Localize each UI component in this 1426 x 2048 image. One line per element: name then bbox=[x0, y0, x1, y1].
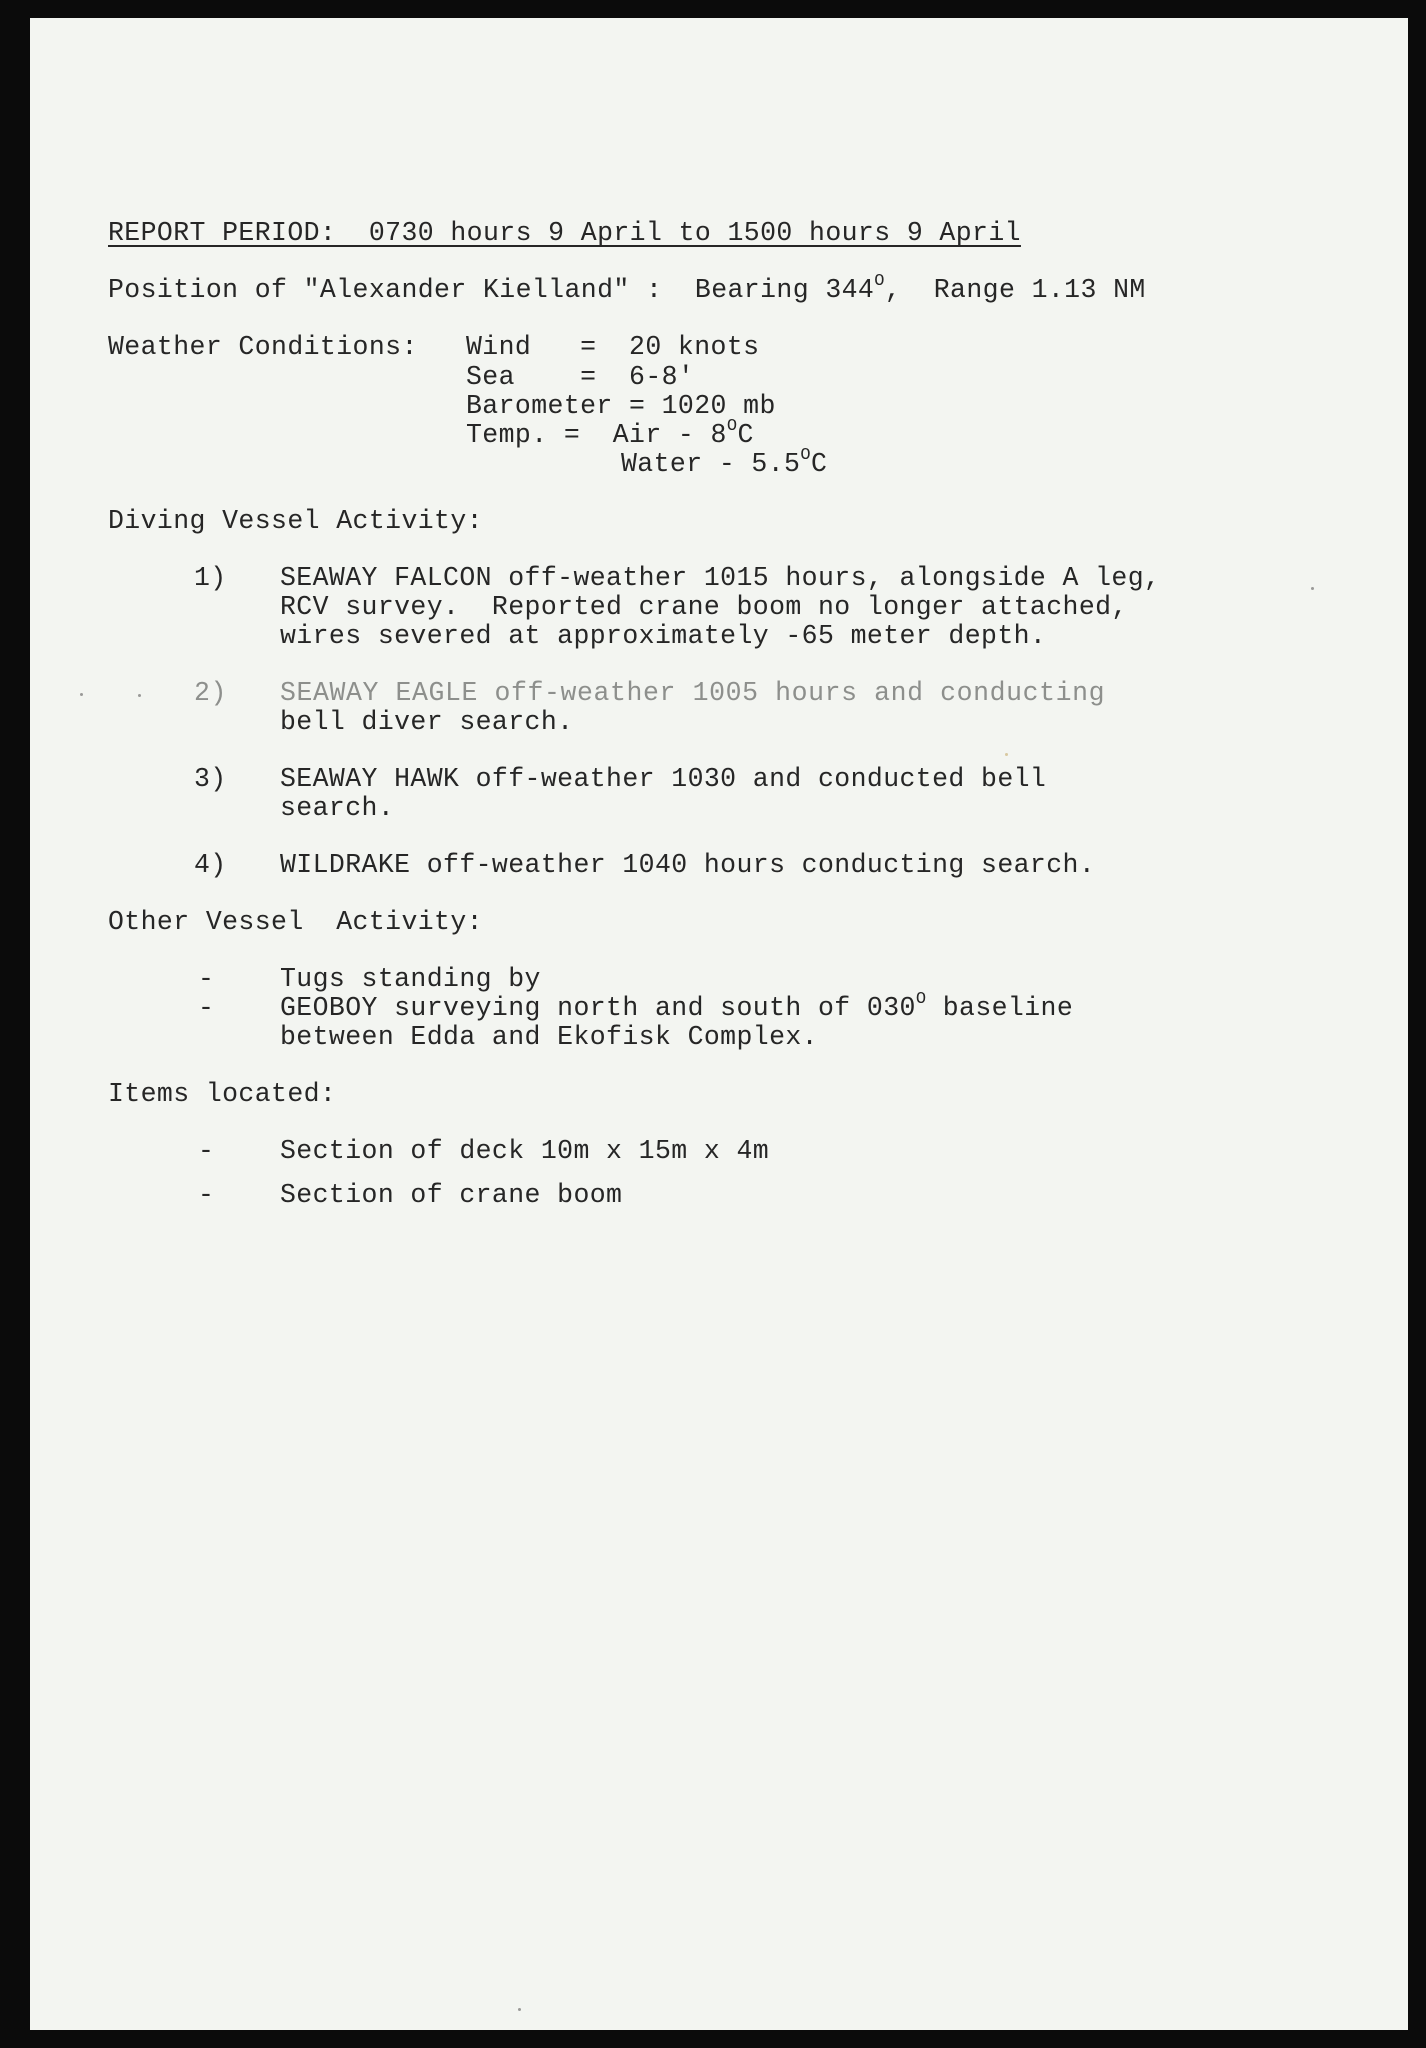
document-page bbox=[30, 18, 1408, 2030]
degree-mark: O bbox=[874, 272, 885, 291]
located-item: Section of deck 10m x 15m x 4m bbox=[280, 1136, 770, 1166]
other-item-tugs: Tugs standing by bbox=[280, 964, 541, 994]
located-item: Section of crane boom bbox=[280, 1180, 623, 1210]
other-item-geoboy bbox=[280, 990, 1074, 1023]
other-vessel-heading: Other Vessel Activity: bbox=[108, 907, 483, 937]
list-dash: - bbox=[198, 993, 215, 1023]
diving-item-line: bell diver search. bbox=[280, 707, 574, 737]
list-dash: - bbox=[198, 964, 215, 994]
weather-sea: Sea = 6-8' bbox=[466, 362, 695, 392]
diving-item-line: WILDRAKE off-weather 1040 hours conducting search. bbox=[280, 850, 1096, 880]
list-dash: - bbox=[198, 1136, 215, 1166]
diving-item-line: SEAWAY EAGLE off-weather 1005 hours and conducting bbox=[280, 678, 1106, 708]
scan-speck bbox=[1005, 753, 1008, 756]
other-item-geoboy-line2: between Edda and Ekofisk Complex. bbox=[280, 1022, 818, 1052]
temp-water-text: Water - 5.5 bbox=[621, 449, 801, 479]
diving-item-line: SEAWAY FALCON off-weather 1015 hours, alongside A leg, bbox=[280, 563, 1161, 593]
scan-speck bbox=[1311, 587, 1314, 590]
temp-air-text: Temp. = Air - 8 bbox=[466, 420, 727, 450]
scan-speck bbox=[80, 693, 83, 696]
diving-item-line: RCV survey. Reported crane boom no longer attached, bbox=[280, 592, 1128, 622]
diving-heading: Diving Vessel Activity: bbox=[108, 506, 483, 536]
scan-speck bbox=[138, 694, 141, 697]
geoboy-suffix: baseline bbox=[926, 993, 1074, 1023]
temp-water-unit: C bbox=[810, 449, 828, 479]
diving-item-number: 3) bbox=[194, 764, 227, 794]
diving-item-number: 1) bbox=[194, 563, 227, 593]
position-suffix: , Range 1.13 NM bbox=[884, 275, 1146, 305]
scan-speck bbox=[518, 2008, 521, 2011]
diving-item-line: wires severed at approximately -65 meter depth. bbox=[280, 621, 1047, 651]
weather-wind: Wind = 20 knots bbox=[466, 332, 760, 362]
degree-mark: O bbox=[726, 417, 738, 436]
weather-temp-water bbox=[621, 446, 828, 479]
diving-item-line: search. bbox=[280, 793, 395, 823]
weather-temp-air bbox=[466, 417, 754, 450]
diving-item-number: 2) bbox=[194, 678, 228, 708]
diving-item-line: SEAWAY HAWK off-weather 1030 and conducted bell bbox=[280, 764, 1047, 794]
list-dash: - bbox=[198, 1180, 215, 1210]
report-period-heading: REPORT PERIOD: 0730 hours 9 April to 1500 hours 9 April bbox=[108, 218, 1021, 248]
diving-item-number: 4) bbox=[194, 850, 227, 880]
items-located-heading: Items located: bbox=[108, 1079, 337, 1109]
degree-mark: O bbox=[915, 990, 927, 1009]
weather-heading: Weather Conditions: bbox=[108, 332, 418, 362]
weather-barometer: Barometer = 1020 mb bbox=[466, 391, 776, 421]
degree-mark: O bbox=[800, 446, 811, 465]
position-prefix: Position of "Alexander Kielland" : Bearing 344 bbox=[108, 275, 875, 305]
temp-air-unit: C bbox=[737, 420, 754, 450]
position-line bbox=[108, 272, 1146, 305]
geoboy-text: GEOBOY surveying north and south of 030 bbox=[280, 993, 916, 1023]
